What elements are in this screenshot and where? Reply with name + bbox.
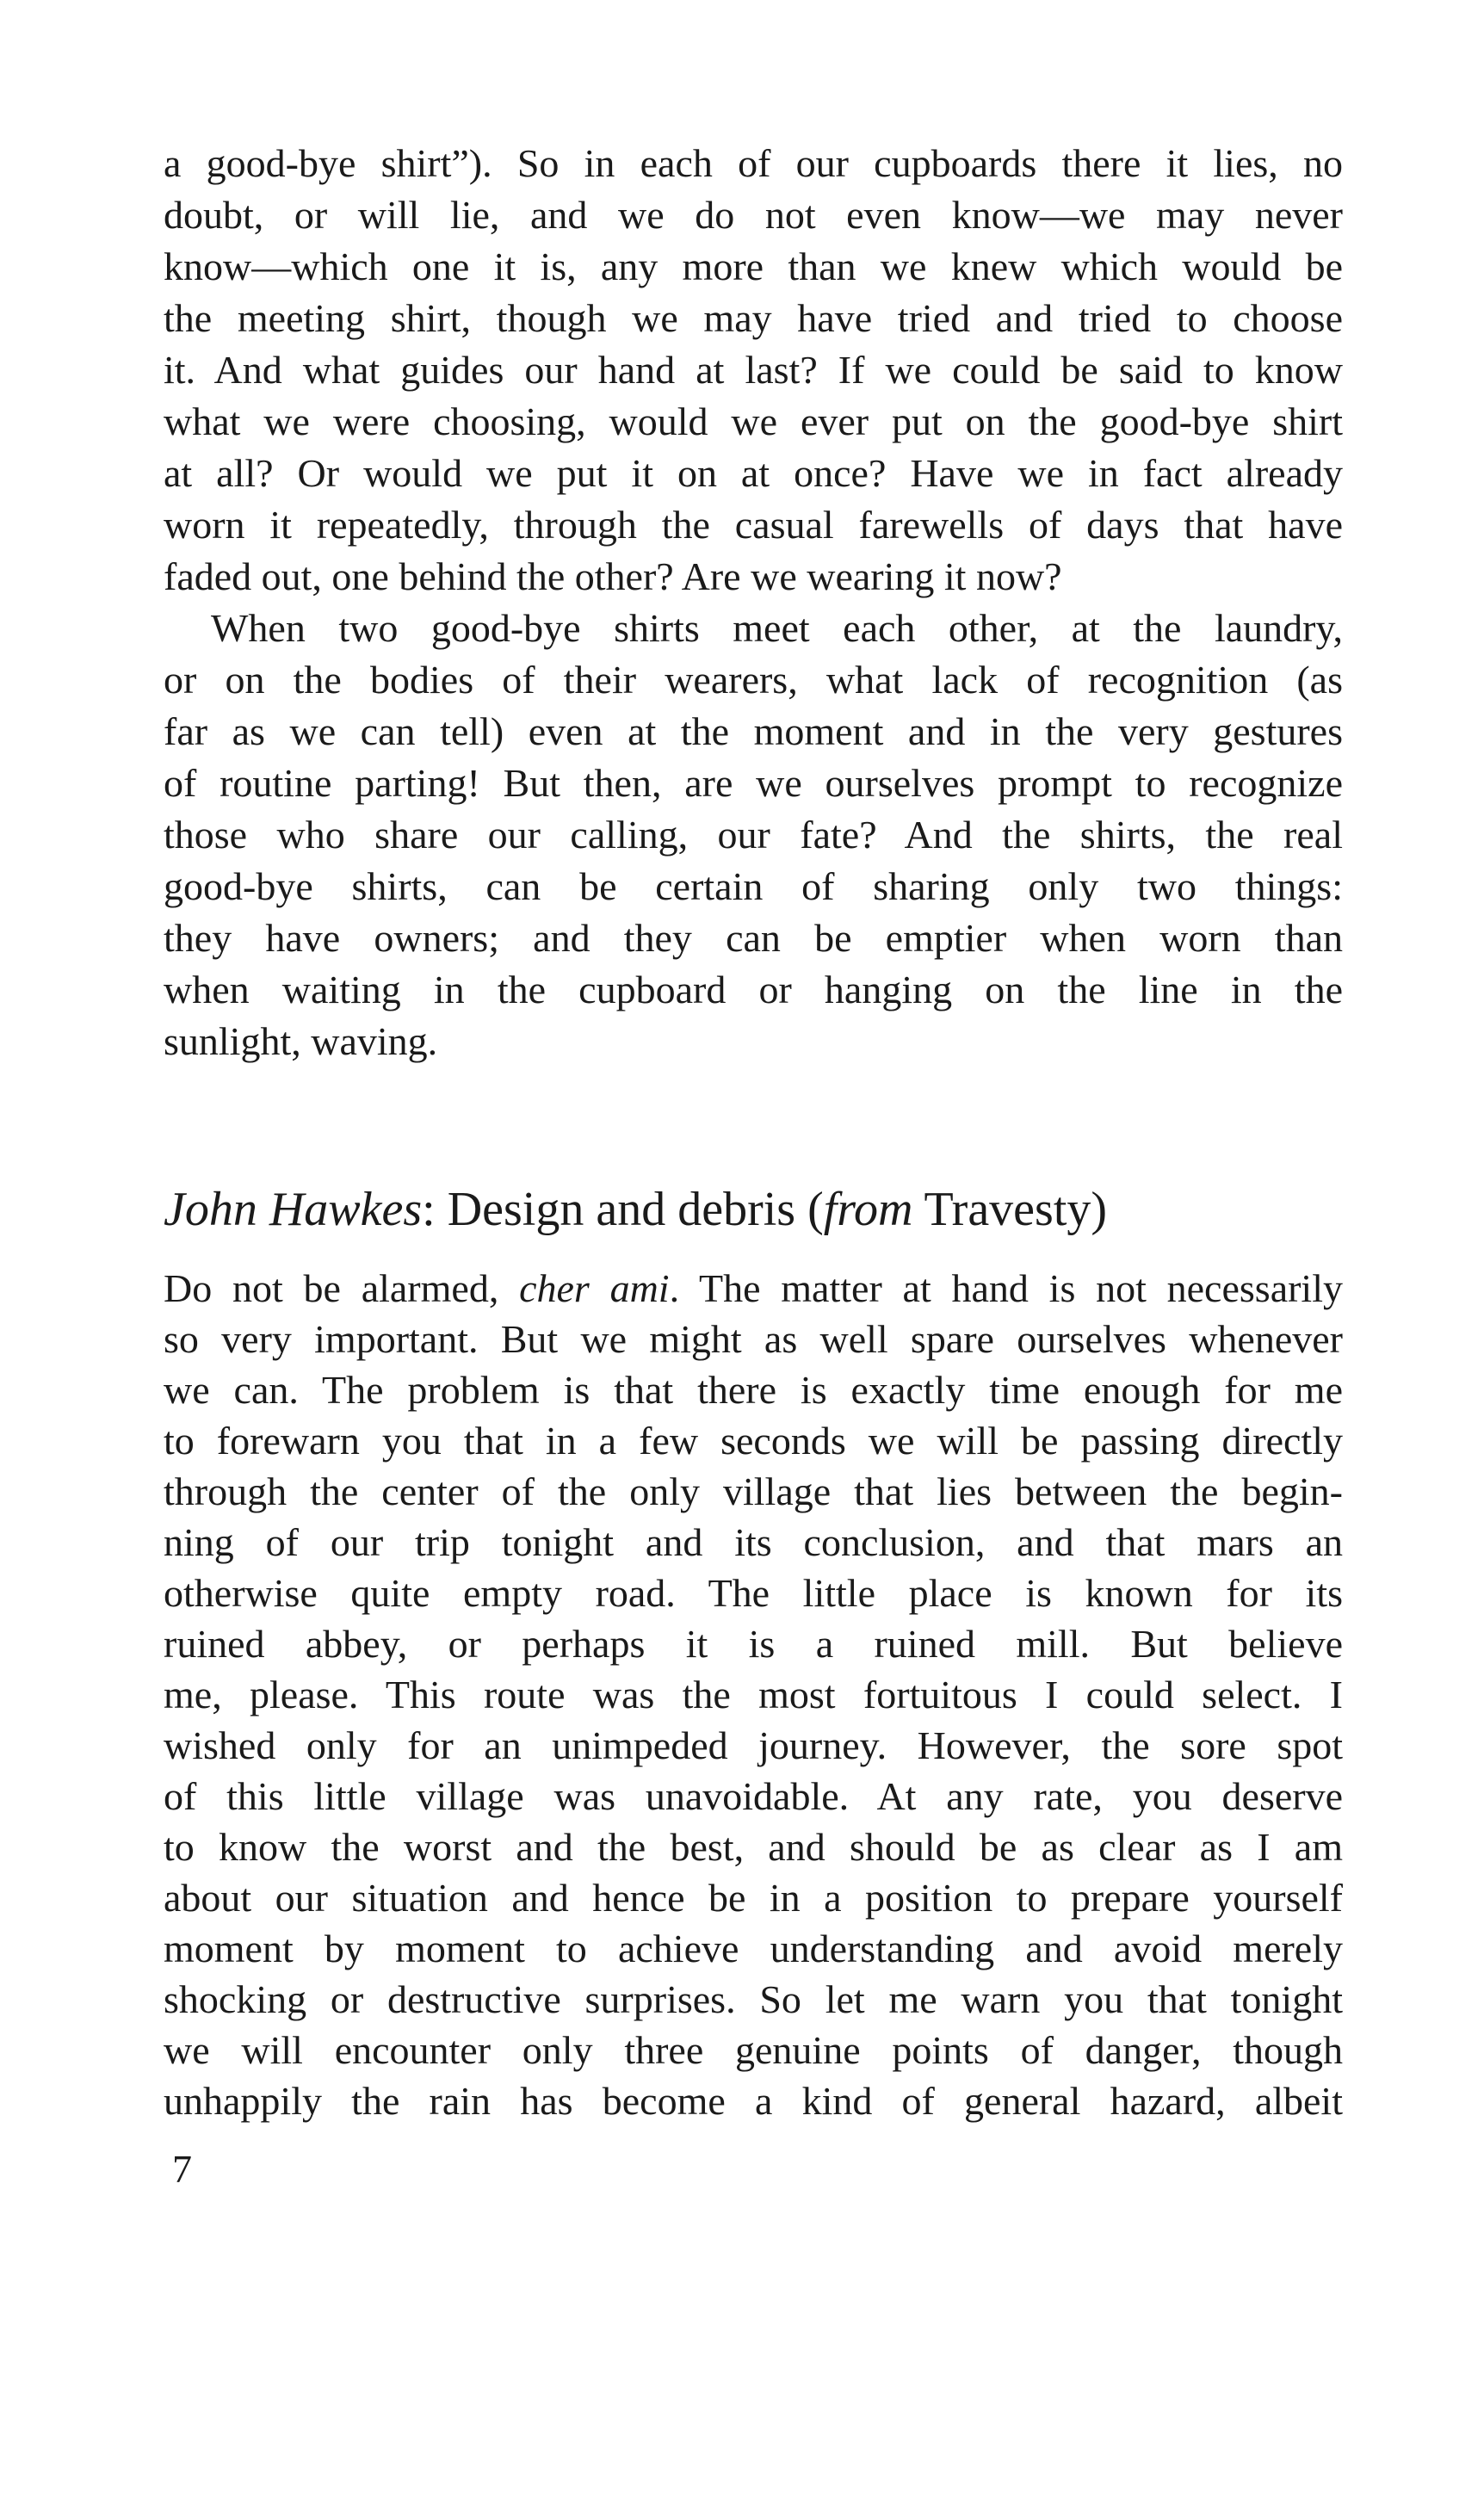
text-line: ning of our trip tonight and its conclusion, and that mars an: [164, 1520, 1343, 1564]
section-heading: [164, 1175, 1343, 1244]
text-line: faded out, one behind the other? Are we wearing it now?: [164, 554, 1062, 598]
heading-colon: :: [422, 1183, 436, 1236]
italic-phrase: cher ami: [519, 1266, 670, 1310]
text-line: to forewarn you that in a few seconds we will be passing directly: [164, 1419, 1343, 1463]
text-line: wished only for an unimpeded journey. However, the sore spot: [164, 1723, 1343, 1767]
text-line: of this little village was unavoidable. At any rate, you deserve: [164, 1774, 1343, 1818]
text-line: [164, 1263, 1343, 1314]
text-line: what we were choosing, would we ever put on the good-bye shirt: [164, 399, 1343, 443]
heading-from: from: [823, 1183, 913, 1236]
text-line: through the center of the only village that lies between the begin-: [164, 1469, 1343, 1513]
text-line: when waiting in the cupboard or hanging on the line in the: [164, 968, 1343, 1011]
text-line: or on the bodies of their wearers, what lack of recognition (as: [164, 658, 1343, 702]
text-line: they have owners; and they can be emptier when worn than: [164, 916, 1343, 960]
text-line: at all? Or would we put it on at once? Have we in fact already: [164, 451, 1343, 495]
text-line: unhappily the rain has become a kind of general hazard, albeit: [164, 2079, 1343, 2123]
heading-title: Design and debris (: [435, 1183, 824, 1236]
passage-travesty: [164, 1175, 1343, 2126]
text-line: otherwise quite empty road. The little place is known for its: [164, 1571, 1343, 1615]
heading-author: John Hawkes: [164, 1183, 423, 1236]
text-line: so very important. But we might as well spare ourselves whenever: [164, 1317, 1343, 1361]
text-line: ruined abbey, or perhaps it is a ruined mill. But believe: [164, 1622, 1343, 1666]
text-line: we can. The problem is that there is exactly time enough for me: [164, 1368, 1343, 1412]
text-line: to know the worst and the best, and should be as clear as I am: [164, 1825, 1343, 1869]
text-line: of routine parting! But then, are we ourselves prompt to recognize: [164, 761, 1343, 805]
text-line: far as we can tell) even at the moment and in the very gestures: [164, 709, 1343, 753]
text-line: shocking or destructive surprises. So let me warn you that tonight: [164, 1977, 1343, 2021]
text-line: doubt, or will lie, and we do not even know—we may never: [164, 193, 1343, 237]
text-line: we will encounter only three genuine points of danger, though: [164, 2028, 1343, 2072]
text-fragment: Do not be alarmed,: [164, 1266, 520, 1310]
heading-source: Travesty): [912, 1183, 1108, 1236]
text-line: it. And what guides our hand at last? If we could be said to know: [164, 348, 1343, 392]
text-line: me, please. This route was the most fortuitous I could select. I: [164, 1673, 1343, 1716]
text-line: those who share our calling, our fate? And the shirts, the real: [164, 813, 1343, 857]
text-line: the meeting shirt, though we may have tried and tried to choose: [164, 296, 1343, 340]
text-line: a good-bye shirt”). So in each of our cupboards there it lies, no: [164, 141, 1343, 185]
text-line: good-bye shirts, can be certain of sharing only two things:: [164, 864, 1343, 908]
page-number: 7: [172, 2147, 192, 2191]
text-line: about our situation and hence be in a position to prepare yourself: [164, 1876, 1343, 1920]
text-line: moment by moment to achieve understanding and avoid merely: [164, 1927, 1343, 1970]
text-line: sunlight, waving.: [164, 1019, 438, 1063]
passage-shirts: [164, 138, 1343, 1067]
text-fragment: . The matter at hand is not necessarily: [669, 1266, 1343, 1310]
text-line: know—which one it is, any more than we knew which would be: [164, 244, 1343, 288]
text-line: worn it repeatedly, through the casual farewells of days that have: [164, 503, 1343, 547]
text-line: When two good-bye shirts meet each other, at the laundry,: [211, 606, 1343, 650]
